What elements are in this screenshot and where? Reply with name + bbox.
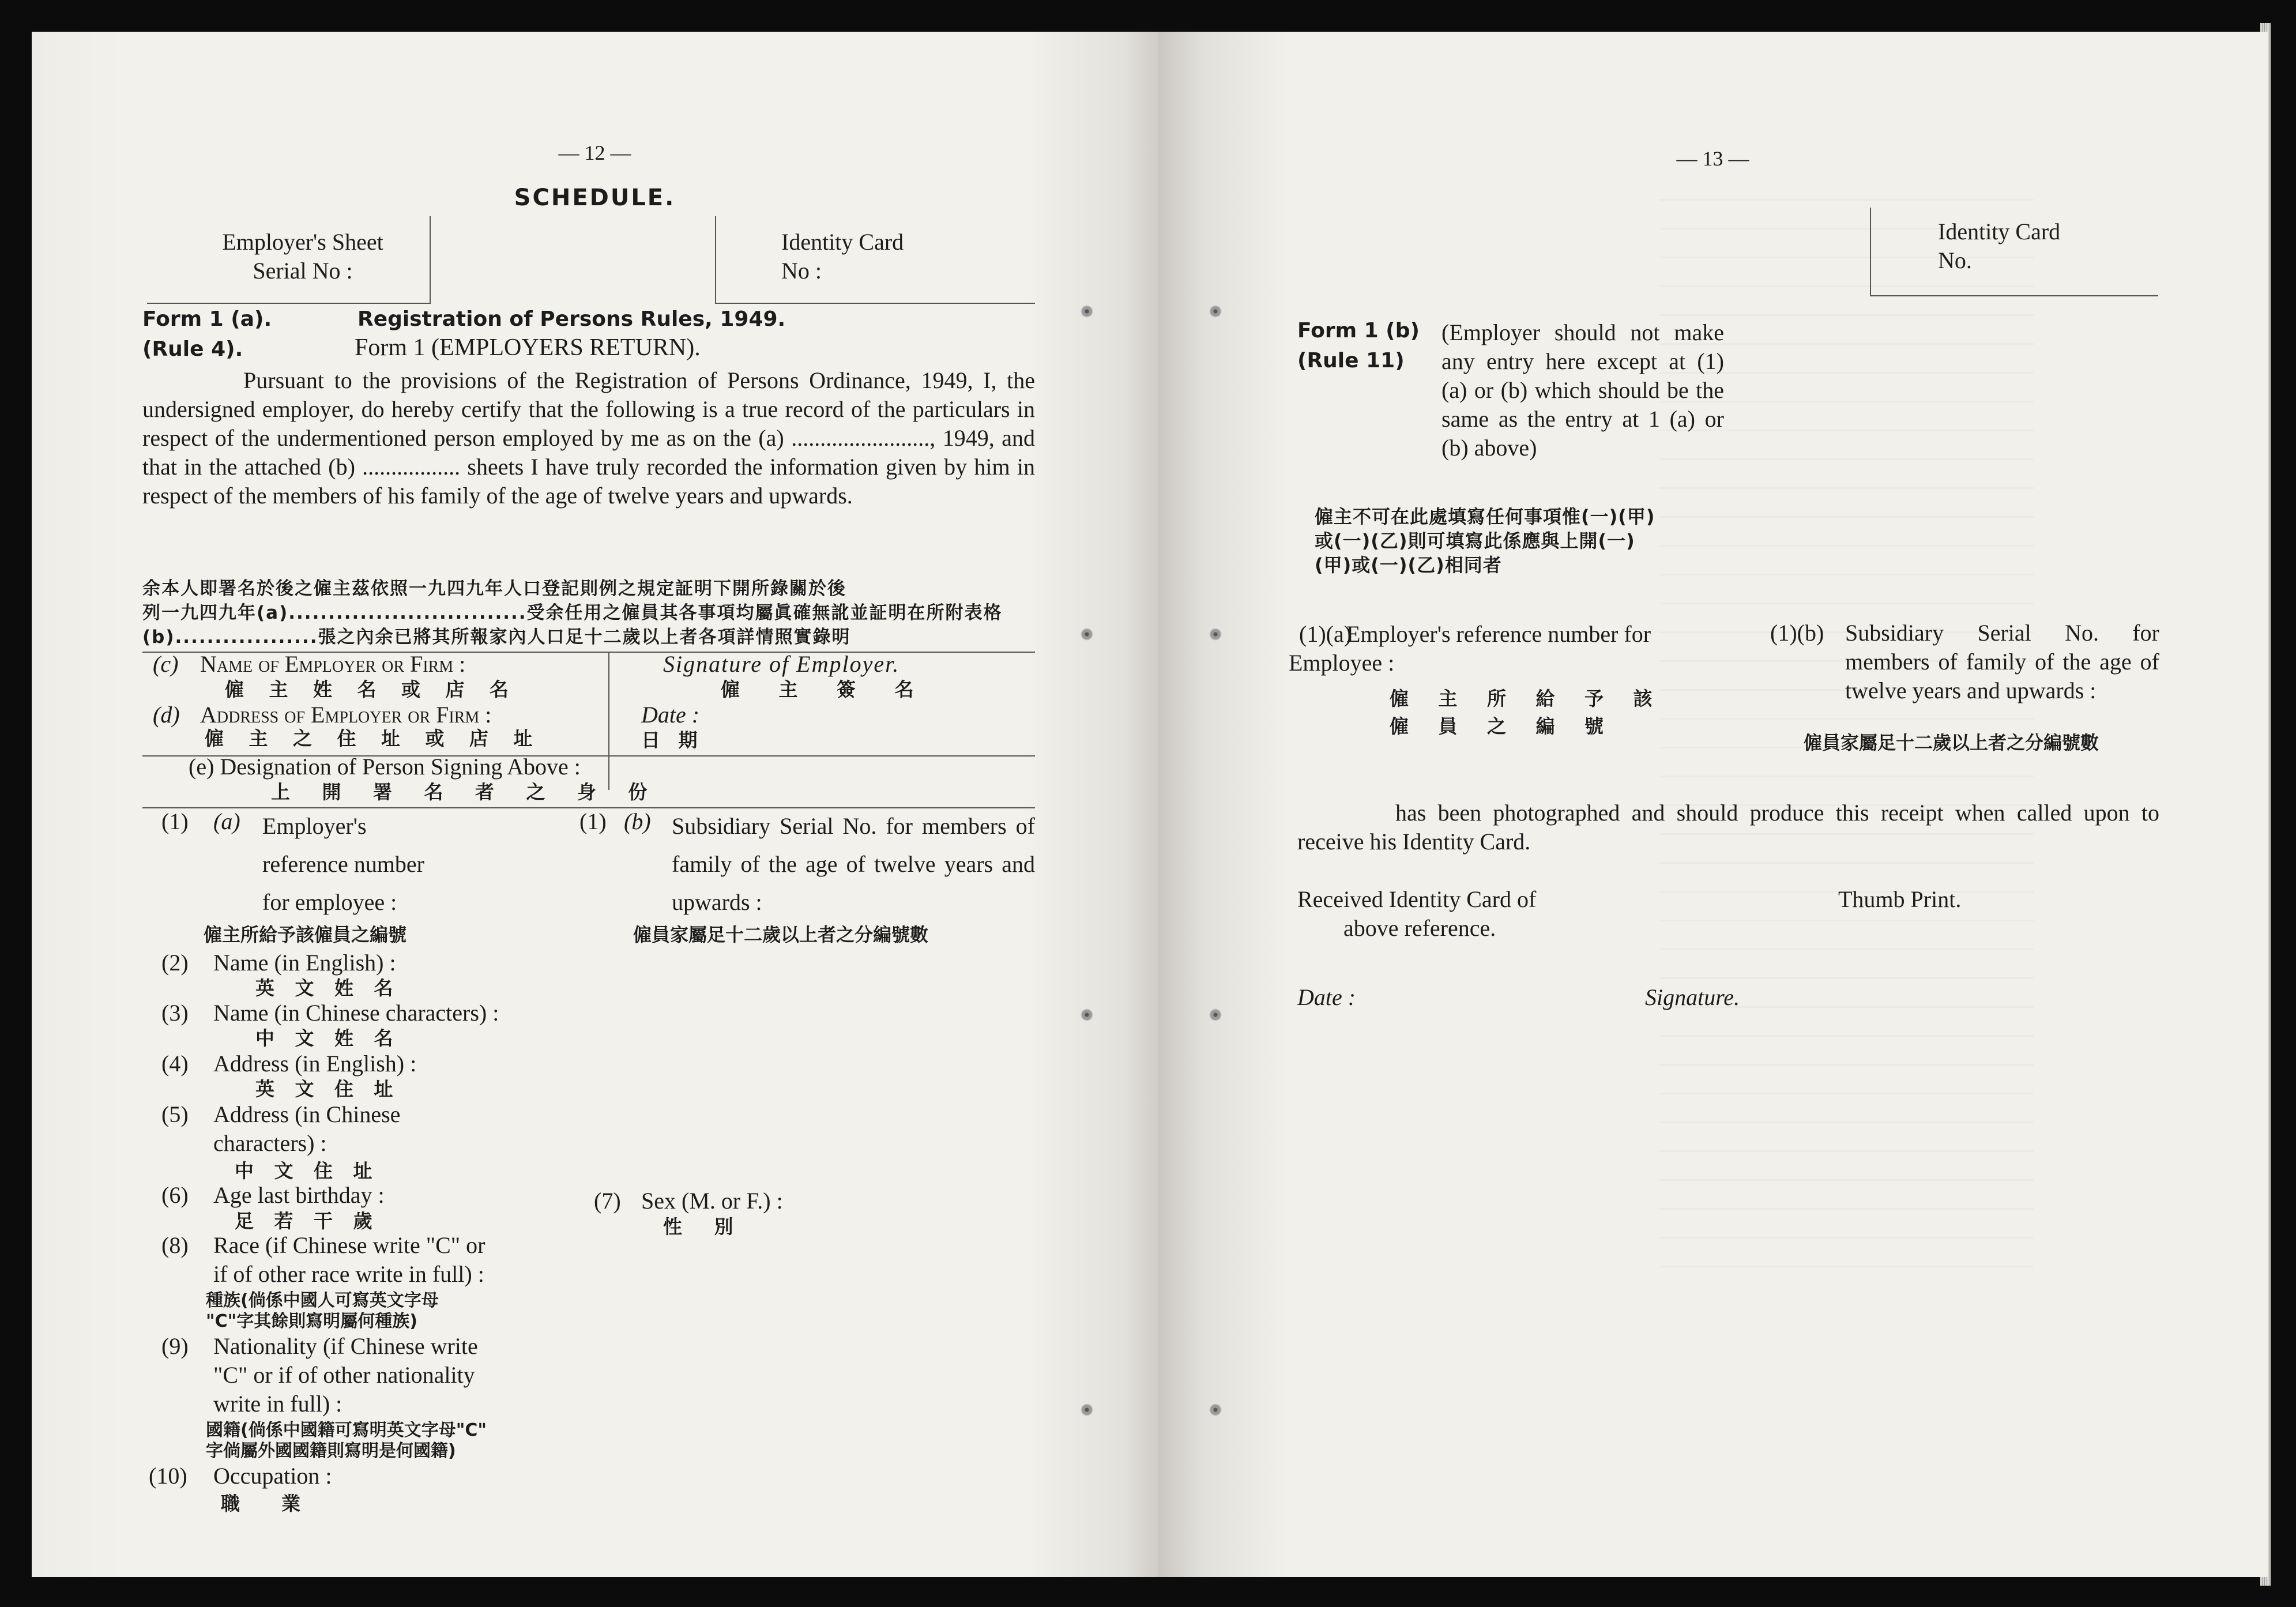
employer-name-chinese: 僱 主 姓 名 或 店 名	[225, 678, 518, 701]
employer-signature-chinese: 僱 主 簽 名	[721, 678, 930, 701]
chinese-paragraph-line: 列一九四九年(a)..............................受余任用之僱員其各事項均屬眞確無訛並証明在所附表格	[142, 603, 1003, 623]
age-chinese: 足 若 干 歲	[235, 1210, 379, 1232]
address-english-chinese: 英 文 住 址	[255, 1078, 400, 1100]
race-label: Race (if Chinese write "C" or if of other race write in full) :	[213, 1232, 485, 1287]
identity-card-label: Identity Card No :	[781, 229, 904, 284]
sex-label: Sex (M. or F.) :	[641, 1188, 783, 1214]
rules-title: Registration of Persons Rules, 1949.	[357, 307, 786, 331]
item-number: (1)	[161, 808, 189, 834]
staple-hole	[1207, 626, 1224, 643]
divider	[430, 216, 431, 303]
name-chinese-label: Name (in Chinese characters) :	[213, 1000, 499, 1026]
staple-hole	[1078, 1401, 1096, 1418]
schedule-title: SCHEDULE.	[514, 185, 676, 211]
name-chinese-chinese: 中 文 姓 名	[255, 1027, 400, 1049]
staple-hole	[1207, 1401, 1224, 1418]
staple-hole	[1078, 1006, 1096, 1023]
form-title: Form 1 (EMPLOYERS RETURN).	[355, 334, 701, 361]
employer-note-chinese: 僱主不可在此處填寫任何事項惟(一)(甲) 或(一)(乙)則可填寫此係應與上開(一) (甲)或(一)(乙)相同者	[1315, 506, 1655, 576]
employer-sheet-serial-label: Employer's Sheet Serial No :	[222, 229, 383, 284]
employer-address-chinese: 僱 主 之 住 址 或 店 址	[205, 727, 542, 750]
nationality-label: Nationality (if Chinese write "C" or if of other nationality write in full) :	[213, 1333, 478, 1417]
subsidiary-serial-chinese: 僱員家屬足十二歲以上者之分編號數	[1804, 732, 2099, 754]
subsidiary-serial-chinese: 僱員家屬足十二歲以上者之分編號數	[633, 924, 929, 946]
item-number: (4)	[161, 1051, 189, 1077]
address-english-label: Address (in English) :	[213, 1051, 417, 1077]
age-label: Age last birthday :	[213, 1182, 385, 1208]
show-through-texture	[1659, 182, 2034, 1277]
item-number: (6)	[161, 1182, 189, 1208]
left-page	[32, 32, 1158, 1577]
divider	[608, 652, 609, 790]
item-number: (5)	[161, 1101, 189, 1127]
employer-signature-label: Signature of Employer.	[663, 651, 900, 677]
item-letter: (a)	[213, 808, 240, 834]
item-number: (2)	[161, 950, 189, 976]
date-chinese: 日 期	[641, 729, 703, 751]
received-identity-card-text: Received Identity Card of above reference.	[1297, 886, 1537, 941]
race-chinese: 種族(倘係中國人可寫英文字母 "C"字其餘則寫明屬何種族)	[206, 1290, 439, 1331]
field-label-c: (c)	[153, 651, 179, 677]
photograph-receipt-text: has been photographed and should produce this receipt when called upon to receive his Identity Card.	[1297, 800, 2159, 855]
staple-hole	[1078, 626, 1096, 643]
item-number: (8)	[161, 1232, 189, 1258]
date-label: Date :	[1297, 984, 1356, 1010]
item-number: (9)	[161, 1333, 189, 1359]
item-number: (1)(a)	[1299, 621, 1352, 647]
date-label: Date :	[641, 702, 700, 728]
employer-name-label: Name of Employer or Firm :	[200, 651, 466, 677]
chinese-paragraph-line: (b)..................張之內余已將其所報家內人口足十二歲以上者各項詳情照實錄明	[142, 627, 851, 648]
divider	[715, 303, 1035, 304]
sex-chinese: 性 別	[663, 1215, 746, 1238]
occupation-label: Occupation :	[213, 1463, 332, 1489]
designation-label: (e) Designation of Person Signing Above :	[189, 754, 581, 780]
employer-address-label: Address of Employer or Firm :	[200, 702, 492, 728]
form-reference: Form 1 (a).	[142, 307, 272, 331]
form-reference: Form 1 (b)	[1297, 319, 1420, 343]
chinese-paragraph-line: 余本人即署名於後之僱主茲依照一九四九年人口登記則例之規定証明下開所錄關於後	[142, 578, 846, 599]
thumb-print-label: Thumb Print.	[1838, 886, 1962, 912]
employer-reference-chinese: 僱主所給予該僱員之編號	[204, 924, 407, 946]
item-number: (1)(b)	[1770, 620, 1824, 646]
name-english-label: Name (in English) :	[213, 950, 396, 976]
page-number: — 12 —	[558, 141, 631, 164]
address-chinese-label: Address (in Chinese characters) :	[213, 1101, 401, 1156]
rule-reference: (Rule 4).	[142, 337, 243, 361]
employer-reference-label: Employer's reference number for Employee :	[1289, 621, 1651, 676]
item-number: (1)	[579, 808, 607, 834]
name-english-chinese: 英 文 姓 名	[255, 977, 400, 999]
subsidiary-serial-label: Subsidiary Serial No. for members of family of the age of twelve years and upwards :	[672, 813, 1035, 915]
employer-reference-label: Employer's reference number for employee :	[262, 813, 424, 915]
occupation-chinese: 職 業	[221, 1492, 302, 1515]
nationality-chinese: 國籍(倘係中國籍可寫明英文字母"C" 字倘屬外國國籍則寫明是何國籍)	[206, 1420, 487, 1461]
right-page	[1158, 32, 2268, 1577]
certification-paragraph: Pursuant to the provisions of the Registration of Persons Ordinance, 1949, I, the undersigned employer, do hereby certify that the following is a true record of the particulars in respect of the undermentioned person employed by me as on the (a) ........................, 1949, and that in the attached (b) ................. sheets I have truly recorded the information given by him in respect of the members of his family of the age of twelve years and upwards.	[142, 367, 1035, 509]
address-chinese-chinese: 中 文 住 址	[235, 1160, 379, 1182]
staple-hole	[1207, 1006, 1224, 1023]
signature-label: Signature.	[1645, 984, 1740, 1010]
page-number: — 13 —	[1676, 147, 1749, 170]
employer-reference-chinese: 僱 主 所 給 予 該 僱 員 之 編 號	[1390, 687, 1664, 737]
employer-note: (Employer should not make any entry here except at (1) (a) or (b) which should be the same as the entry at 1 (a) or (b) above)	[1441, 319, 1724, 461]
staple-hole	[1078, 303, 1096, 320]
divider	[147, 303, 431, 304]
item-letter: (b)	[624, 808, 651, 834]
field-label-d: (d)	[153, 702, 180, 728]
subsidiary-serial-label: Subsidiary Serial No. for members of family of the age of twelve years and upwards :	[1845, 620, 2159, 703]
divider	[715, 216, 716, 303]
identity-card-label: Identity Card No.	[1938, 219, 2061, 273]
item-number: (3)	[161, 1000, 189, 1026]
designation-chinese: 上 開 署 名 者 之 身 份	[271, 781, 660, 803]
item-number: (7)	[594, 1188, 621, 1214]
rule-reference: (Rule 11)	[1297, 349, 1405, 372]
item-number: (10)	[149, 1463, 187, 1489]
staple-hole	[1207, 303, 1224, 320]
